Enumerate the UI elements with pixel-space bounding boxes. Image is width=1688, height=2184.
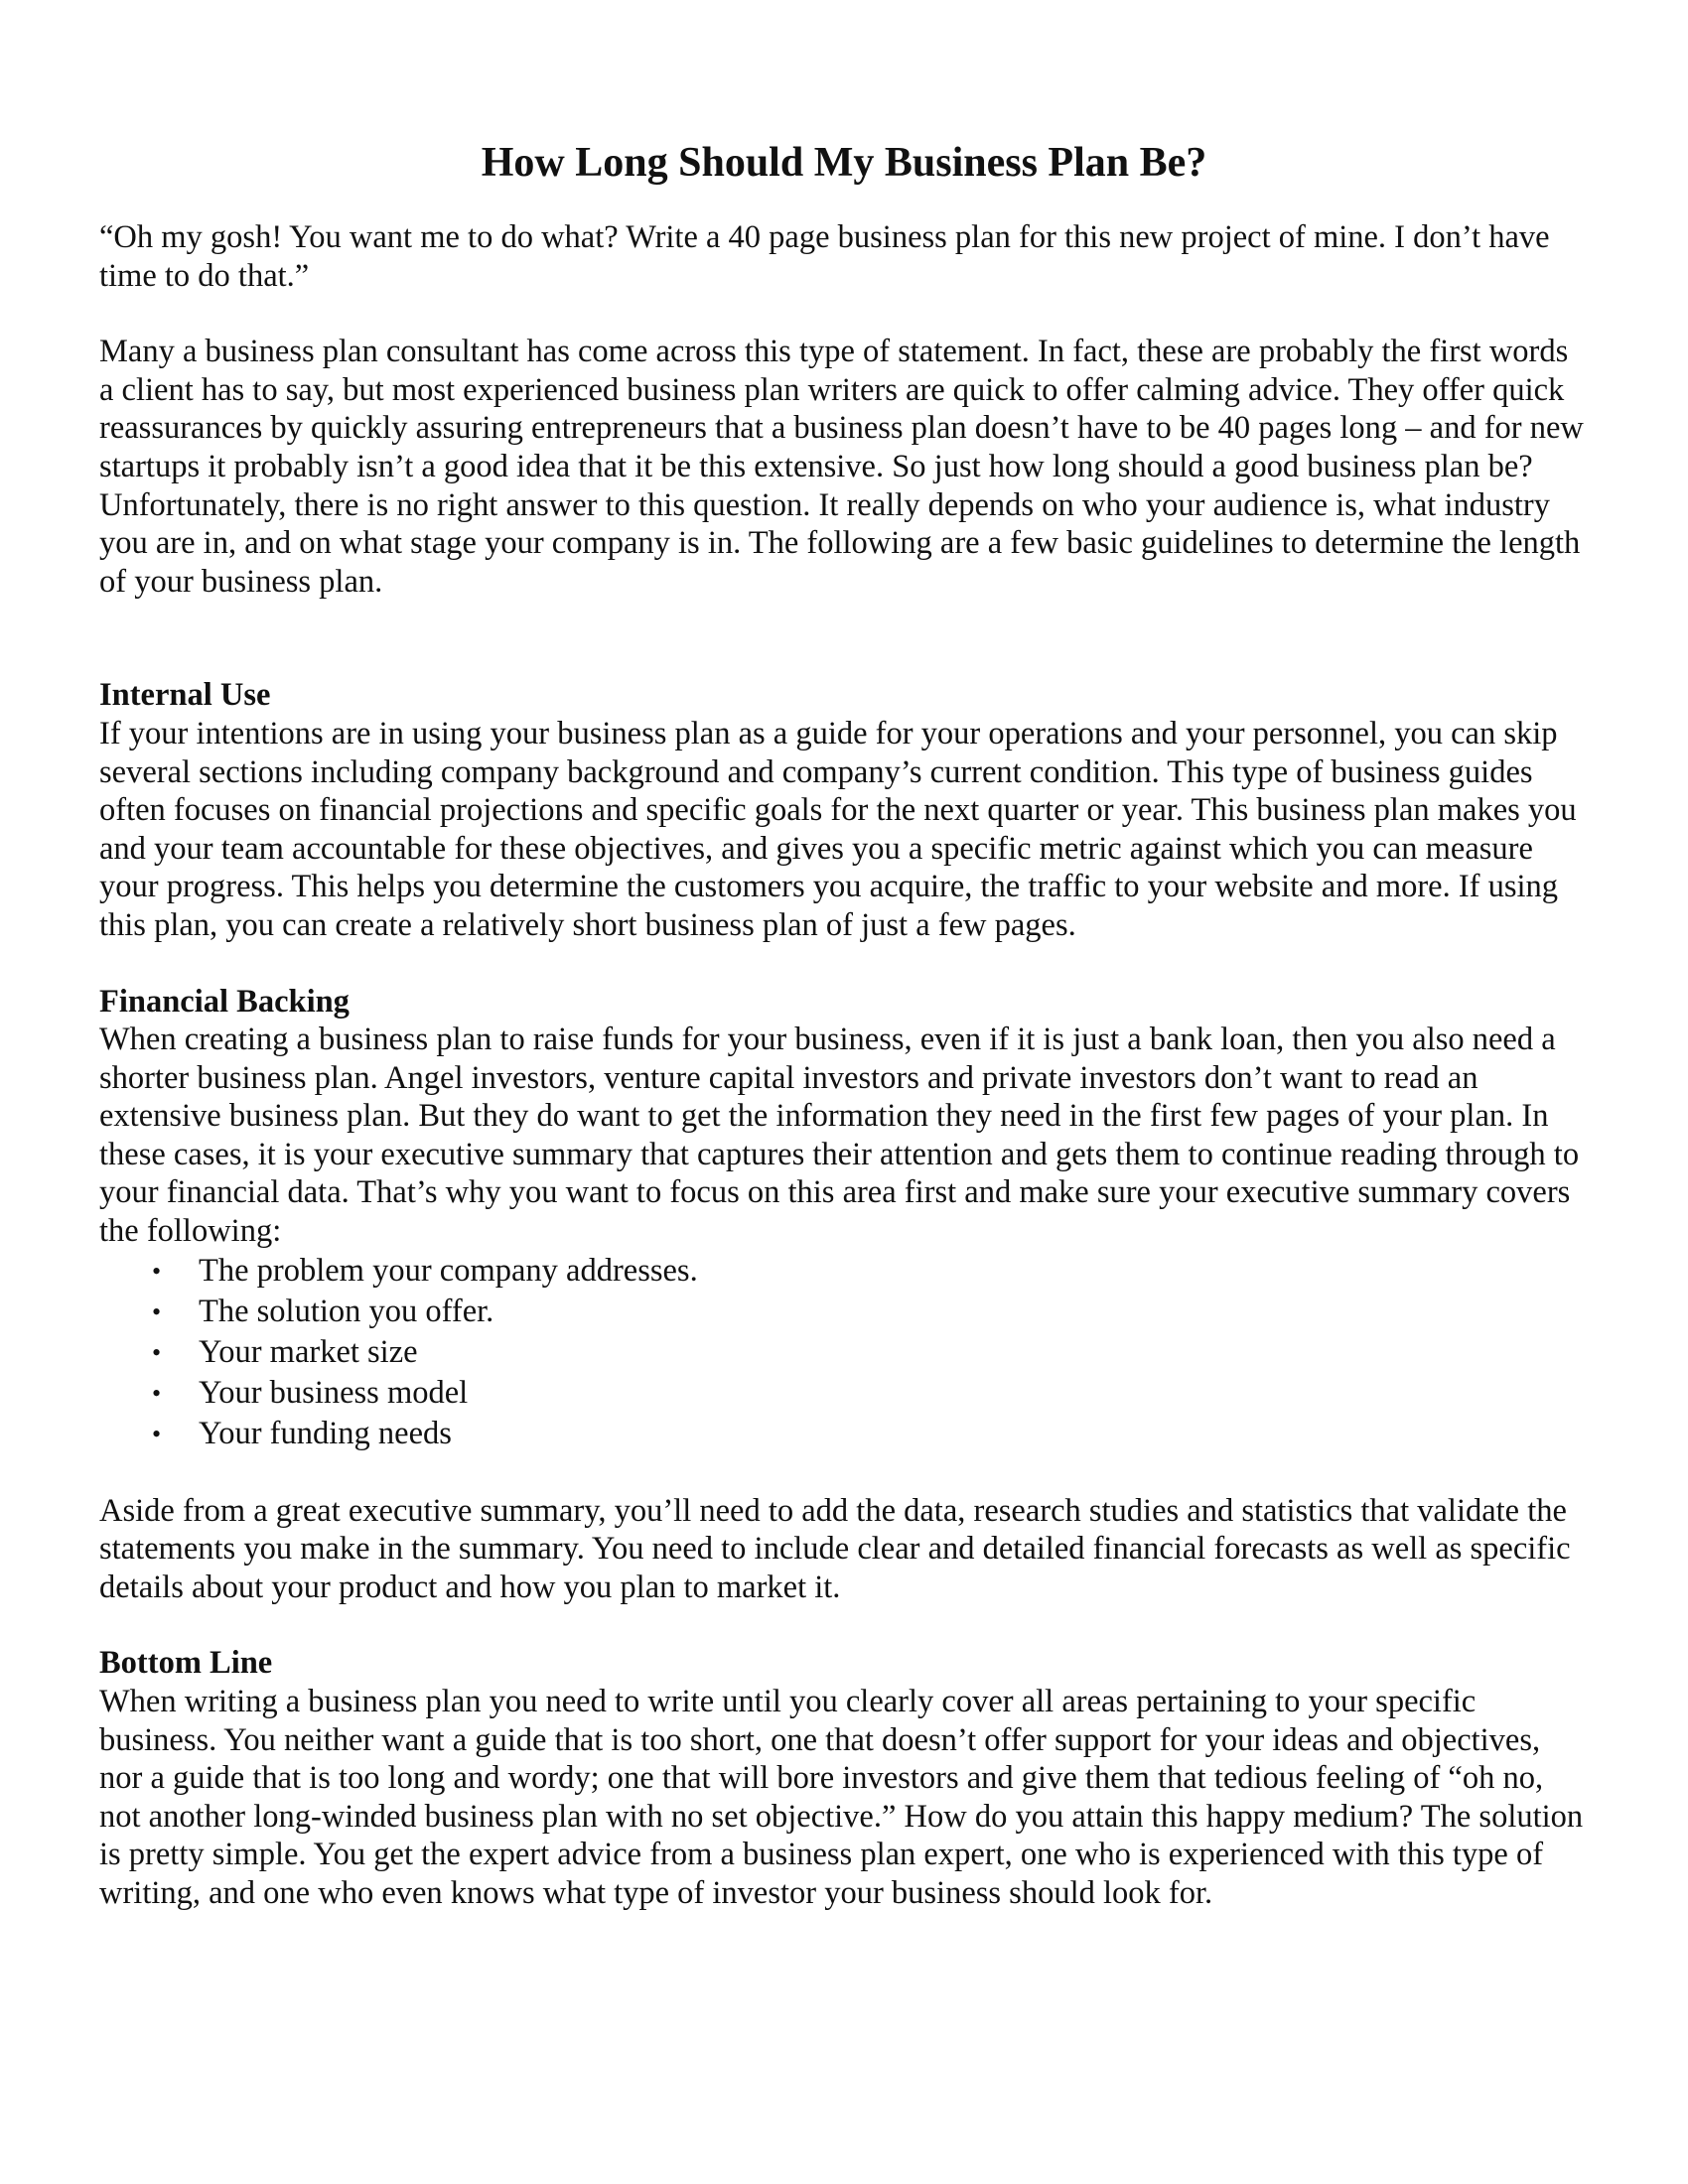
bullet-icon: • xyxy=(152,1297,162,1326)
section-spacer xyxy=(99,945,1589,983)
list-item xyxy=(99,1251,1589,1292)
bullet-icon: • xyxy=(152,1256,162,1286)
paragraph-spacer xyxy=(99,1454,1589,1492)
list-item xyxy=(99,1414,1589,1454)
list-item-text: The problem your company addresses. xyxy=(199,1252,698,1289)
list-item xyxy=(99,1292,1589,1332)
list-item xyxy=(99,1373,1589,1414)
bullet-icon: • xyxy=(152,1378,162,1408)
section-body-bottom-line: When writing a business plan you need to write until you clearly cover all areas pertaining to your specific business. You neither want a guide that is too short, one that doesn’t offer support for your ideas and objectives, nor a guide that is too long and wordy; one that will bore investors and give them that tedious feeling of “oh no, not another long-winded business plan with no set objective.” How do you attain this happy medium? The solution is pretty simple. You get the expert advice from a business plan expert, one who is experienced with this type of writing, and one who even knows what type of investor your business should look for. xyxy=(99,1684,1584,1911)
document-page xyxy=(99,139,1589,1913)
bullet-icon: • xyxy=(152,1419,162,1448)
section-heading-financial-backing: Financial Backing xyxy=(99,983,350,1020)
section-body-internal-use: If your intentions are in using your business plan as a guide for your operations and your personnel, you can skip several sections including company background and company’s current condition. This type of business guides often focuses on financial projections and specific goals for the next quarter or year. This business plan makes you and your team accountable for these objectives, and gives you a specific metric against which you can measure your progress. This helps you determine the customers you acquire, the traffic to your website and more. If using this plan, you can create a relatively short business plan of just a few pages. xyxy=(99,715,1577,943)
list-item xyxy=(99,1332,1589,1373)
section-spacer xyxy=(99,1606,1589,1644)
list-item-text: Your market size xyxy=(199,1333,418,1370)
paragraph-spacer xyxy=(99,295,1589,333)
section-body-financial-backing: When creating a business plan to raise funds for your business, even if it is just a bank loan, then you also need a shorter business plan. Angel investors, venture capital investors and private investors don’t want to read an extensive business plan. But they do want to get the information they need in the first few pages of your plan. In these cases, it is your executive summary that captures their attention and gets them to continue reading through to your financial data. That’s why you want to focus on this area first and make sure your executive summary covers the following: xyxy=(99,1022,1580,1250)
section-heading-internal-use: Internal Use xyxy=(99,677,271,714)
document-title: How Long Should My Business Plan Be? xyxy=(481,140,1207,186)
section-spacer xyxy=(99,601,1589,676)
list-item-text: The solution you offer. xyxy=(199,1293,494,1329)
list-item-text: Your business model xyxy=(199,1374,469,1411)
section-heading-bottom-line: Bottom Line xyxy=(99,1645,273,1682)
list-item-text: Your funding needs xyxy=(199,1415,452,1451)
intro-quote: “Oh my gosh! You want me to do what? Write a 40 page business plan for this new project of mine. I don’t have time to do that.” xyxy=(99,219,1550,294)
section-body-financial-followup: Aside from a great executive summary, you’ll need to add the data, research studies and statistics that validate the statements you make in the summary. You need to include clear and detailed financial forecasts as well as specific details about your product and how you plan to market it. xyxy=(99,1492,1571,1605)
bullet-icon: • xyxy=(152,1337,162,1367)
summary-bullet-list xyxy=(99,1251,1589,1454)
intro-paragraph: Many a business plan consultant has come across this type of statement. In fact, these are probably the first words a client has to say, but most experienced business plan writers are quick to offer calming advice. They offer quick reassurances by quickly assuring entrepreneurs that a business plan doesn’t have to be 40 pages long – and for new startups it probably isn’t a good idea that it be this extensive. So just how long should a good business plan be? Unfortunately, there is no right answer to this question. It really depends on who your audience is, what industry you are in, and on what stage your company is in. The following are a few basic guidelines to determine the length of your business plan. xyxy=(99,334,1584,600)
